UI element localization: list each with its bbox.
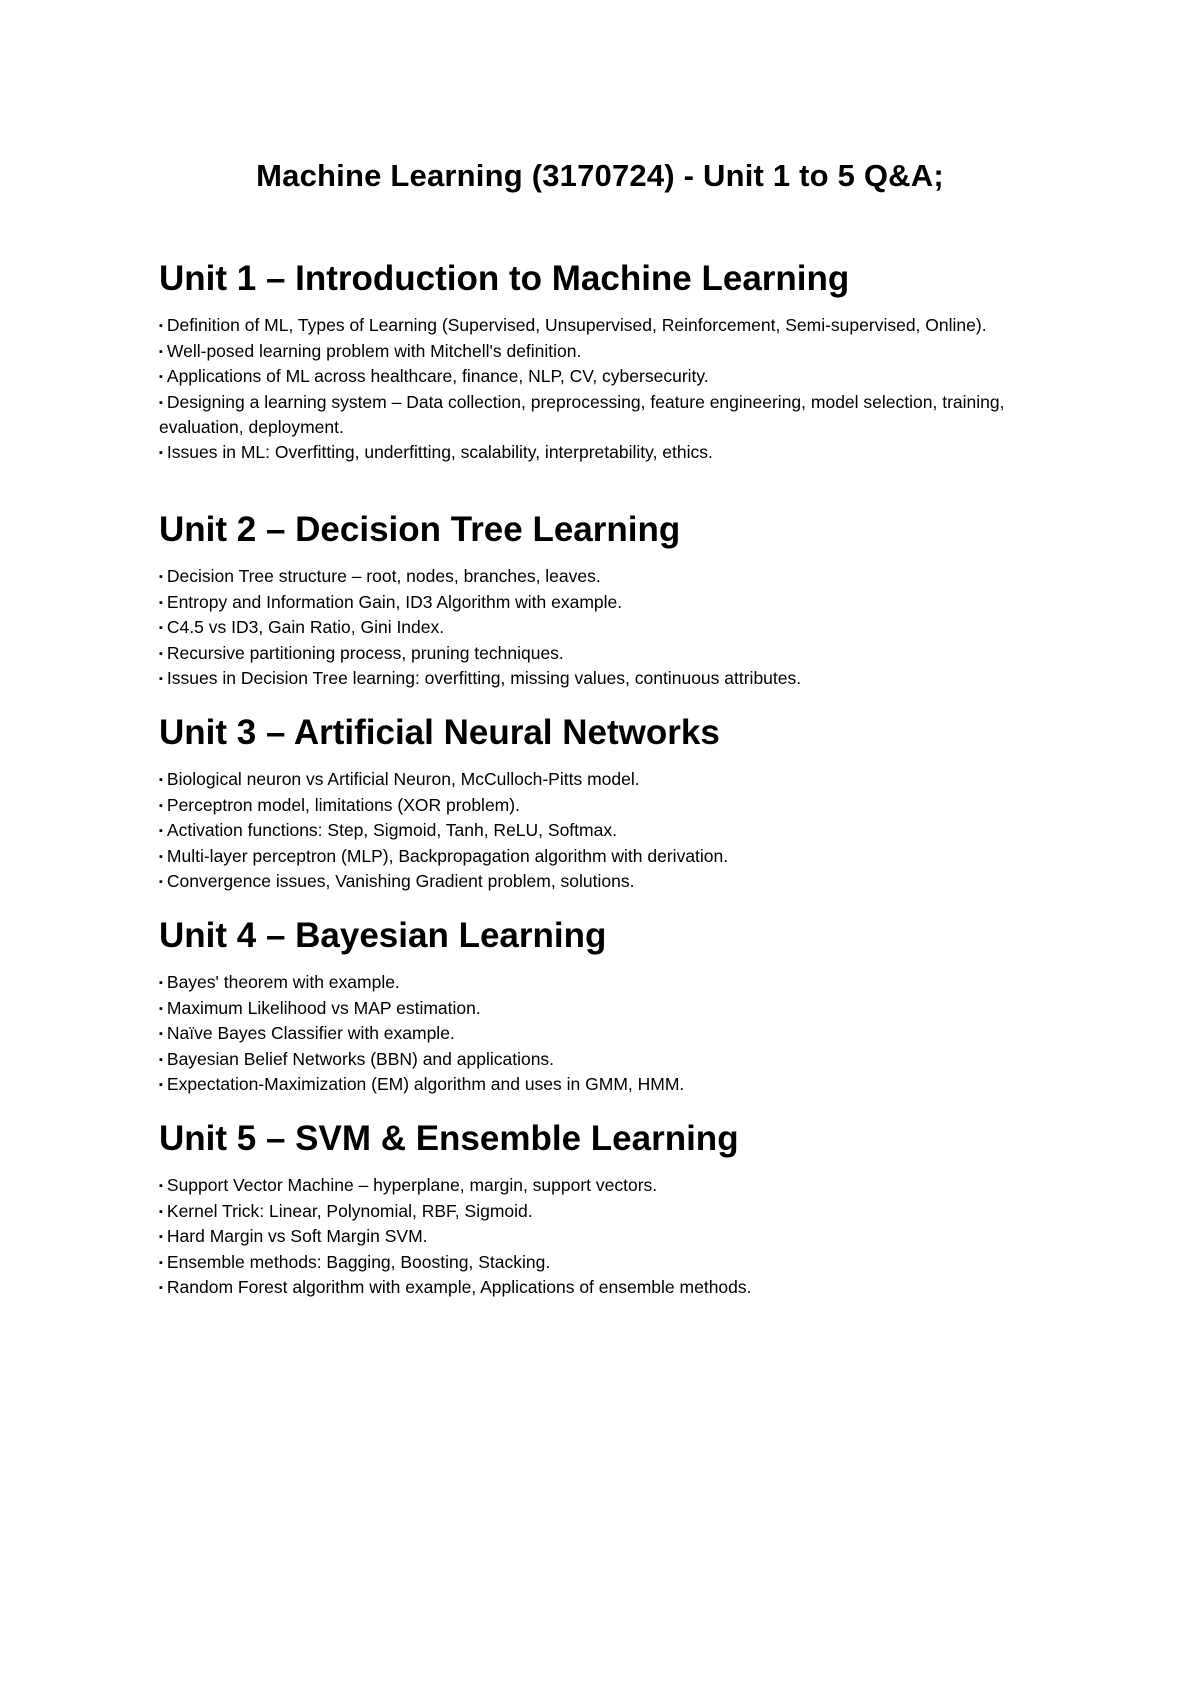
list-item: ▪ Kernel Trick: Linear, Polynomial, RBF, Sigmoid.	[159, 1200, 533, 1221]
list-item: ▪ Decision Tree structure – root, nodes, branches, leaves.	[159, 566, 601, 586]
bullet-icon: ▪	[159, 1205, 163, 1218]
list-item: ▪ Definition of ML, Types of Learning (Supervised, Unsupervised, Reinforcement, Semi-supervised, Online).	[159, 315, 987, 335]
unit-4-section	[159, 916, 1059, 1098]
bullet-icon: ▪	[159, 1002, 163, 1015]
list-item: ▪ Naïve Bayes Classifier with example.	[159, 1023, 455, 1043]
list-item: ▪ C4.5 vs ID3, Gain Ratio, Gini Index.	[159, 617, 445, 637]
bullet-icon: ▪	[159, 876, 163, 888]
unit-heading: Unit 3 – Artificial Neural Networks	[159, 713, 720, 752]
list-item: ▪ Well-posed learning problem with Mitchell's definition.	[159, 340, 582, 361]
bullet-icon: ▪	[159, 596, 163, 609]
bullet-icon: ▪	[159, 1028, 163, 1040]
list-item: ▪ Recursive partitioning process, pruning techniques.	[159, 642, 564, 663]
bullet-icon: ▪	[159, 1053, 163, 1066]
bullet-icon: ▪	[159, 977, 163, 989]
bullet-icon: ▪	[159, 396, 163, 409]
bullet-icon: ▪	[159, 799, 163, 812]
bullet-icon: ▪	[159, 1079, 163, 1091]
unit-heading: Unit 1 – Introduction to Machine Learning	[159, 259, 850, 298]
bullet-icon: ▪	[159, 622, 163, 634]
list-item: ▪ Ensemble methods: Bagging, Boosting, Stacking.	[159, 1251, 551, 1272]
unit-heading: Unit 2 – Decision Tree Learning	[159, 510, 681, 549]
list-item: ▪ Expectation-Maximization (EM) algorithm and uses in GMM, HMM.	[159, 1074, 685, 1094]
bullet-icon: ▪	[159, 1180, 163, 1192]
list-item: ▪ Convergence issues, Vanishing Gradient problem, solutions.	[159, 871, 635, 891]
list-item: ▪ Entropy and Information Gain, ID3 Algorithm with example.	[159, 591, 623, 612]
bullet-icon: ▪	[159, 446, 163, 459]
bullet-icon: ▪	[159, 673, 163, 685]
bullet-icon: ▪	[159, 320, 163, 332]
list-item: ▪ Bayesian Belief Networks (BBN) and applications.	[159, 1048, 555, 1069]
list-item: ▪ Perceptron model, limitations (XOR problem).	[159, 794, 520, 815]
list-item: ▪ Designing a learning system – Data collection, preprocessing, feature engineering, model selection, training, evaluation, deployment.	[159, 391, 1005, 437]
list-item: ▪ Applications of ML across healthcare, finance, NLP, CV, cybersecurity.	[159, 366, 709, 386]
document-title: Machine Learning (3170724) - Unit 1 to 5 Q&A;	[256, 158, 944, 193]
list-item: ▪ Multi-layer perceptron (MLP), Backpropagation algorithm with derivation.	[159, 845, 729, 866]
list-item: ▪ Biological neuron vs Artificial Neuron, McCulloch-Pitts model.	[159, 769, 640, 789]
bullet-icon: ▪	[159, 371, 163, 383]
list-item: ▪ Maximum Likelihood vs MAP estimation.	[159, 997, 481, 1018]
list-item: ▪ Hard Margin vs Soft Margin SVM.	[159, 1226, 428, 1246]
unit-5-section	[159, 1119, 1059, 1301]
unit-2-section	[159, 510, 1059, 692]
list-item: ▪ Bayes' theorem with example.	[159, 972, 400, 992]
bullet-icon: ▪	[159, 647, 163, 660]
bullet-icon: ▪	[159, 774, 163, 786]
unit-heading: Unit 5 – SVM & Ensemble Learning	[159, 1119, 739, 1158]
list-item: ▪ Support Vector Machine – hyperplane, margin, support vectors.	[159, 1175, 658, 1195]
bullet-icon: ▪	[159, 1231, 163, 1243]
bullet-icon: ▪	[159, 571, 163, 583]
list-item: ▪ Issues in Decision Tree learning: overfitting, missing values, continuous attributes.	[159, 668, 802, 688]
bullet-icon: ▪	[159, 1282, 163, 1294]
unit-heading: Unit 4 – Bayesian Learning	[159, 916, 607, 955]
bullet-icon: ▪	[159, 1256, 163, 1269]
bullet-icon: ▪	[159, 345, 163, 358]
unit-1-section	[159, 259, 1059, 465]
list-item: ▪ Issues in ML: Overfitting, underfitting, scalability, interpretability, ethics.	[159, 441, 713, 462]
unit-3-section	[159, 713, 1059, 895]
bullet-icon: ▪	[159, 825, 163, 837]
list-item: ▪ Activation functions: Step, Sigmoid, Tanh, ReLU, Softmax.	[159, 820, 617, 840]
bullet-icon: ▪	[159, 850, 163, 863]
list-item: ▪ Random Forest algorithm with example, Applications of ensemble methods.	[159, 1277, 752, 1297]
